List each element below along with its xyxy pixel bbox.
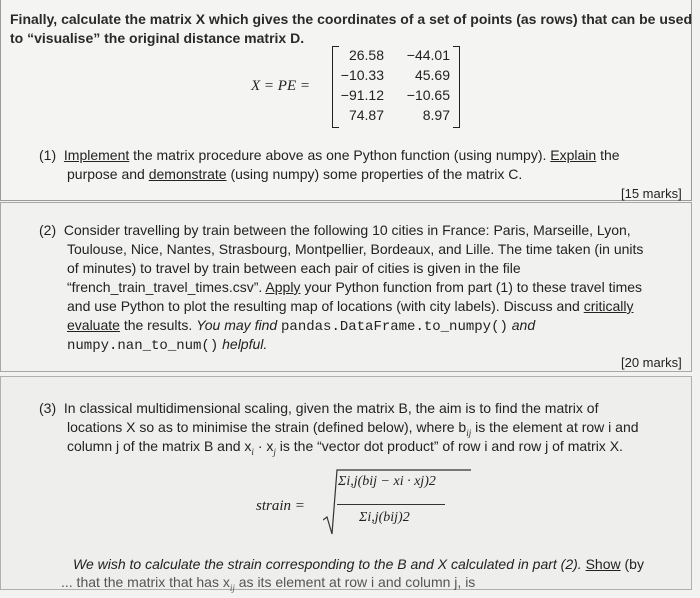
part1-line-2	[67, 165, 522, 184]
part2-line-6	[67, 316, 535, 337]
matrix-cell: 8.97	[422, 107, 450, 123]
part3-show: Show	[585, 556, 621, 572]
code-numpy: numpy.nan_to_num()	[67, 338, 219, 354]
code-pandas: pandas.DataFrame.to_numpy()	[281, 319, 508, 335]
part2-line-7	[67, 335, 267, 356]
strain-denominator: Σi,j(bij)2	[359, 510, 410, 525]
right-bracket	[453, 46, 460, 128]
strain-formula	[323, 468, 473, 544]
part2-apply: Apply	[265, 279, 301, 295]
part2-filename: “french_train_travel_times.csv”.	[67, 279, 266, 295]
part1-line-1	[39, 146, 620, 165]
part1-number: (1)	[39, 147, 57, 163]
part3-text: · x	[253, 438, 274, 454]
part1-implement: Implement	[63, 147, 130, 163]
part3-text: In classical multidimensional scaling, given the matrix B, the aim is to find the matrix of	[63, 400, 599, 416]
part2-critically: critically	[583, 298, 634, 314]
part3-text: as its element at row i and column j, is	[234, 574, 476, 590]
part3-bottom-line	[73, 555, 644, 574]
matrix-cell: 26.58	[348, 47, 384, 63]
part1-explain: Explain	[550, 147, 597, 163]
matrix-equation-lhs: X = PE =	[251, 78, 310, 94]
matrix-cell: −44.01	[406, 47, 450, 63]
fraction-bar	[337, 504, 445, 505]
part3-text: is the element at row i and	[471, 419, 639, 435]
part2-line-3: of minutes) to travel by train between each pair of cities is given in the file	[67, 260, 521, 276]
part3-text: locations X so as to minimise the strain (defined below), where b	[67, 419, 467, 435]
part2-section	[0, 202, 692, 372]
part3-italic: We wish to calculate the strain corresponding to the B and X calculated in part (2).	[73, 556, 586, 572]
part1-marks: [15 marks]	[621, 186, 682, 201]
part3-subscript: ij	[466, 427, 472, 438]
part2-italic: and	[507, 317, 536, 333]
matrix-cell: −10.65	[406, 87, 450, 103]
part2-line-5	[67, 297, 634, 316]
part1-demonstrate: demonstrate	[148, 166, 227, 182]
matrix-cell: −91.12	[340, 87, 384, 103]
part3-text: is the “vector dot product” of row i and row j of matrix X.	[275, 438, 623, 454]
part3-text: ... that the matrix that has x	[61, 574, 230, 590]
part2-text: the results.	[119, 317, 197, 333]
matrix-cell: −10.33	[340, 67, 384, 83]
intro-line-1: Finally, calculate the matrix X which gives the coordinates of a set of points (as rows) that can be used	[10, 11, 693, 27]
part2-text: your Python function from part (1) to these travel times	[300, 279, 643, 295]
matrix-cell: 74.87	[348, 107, 384, 123]
part2-italic: helpful.	[218, 336, 268, 352]
matrix-cell: 45.69	[414, 67, 450, 83]
part2-evaluate: evaluate	[67, 317, 120, 333]
part3-line-1	[39, 399, 598, 418]
part3-line-3: column j of the matrix B and $x_i \cdot x_j$ is the “vector dot product” of row i and row j of matrix X.	[67, 438, 623, 457]
part1-text: the matrix procedure above as one Python function (using numpy).	[129, 147, 551, 163]
part3-number: (3)	[39, 400, 57, 416]
part3-cut-line: ... that the matrix that has $x_{ij}$ as its element at row i and column j, is	[61, 574, 476, 593]
part3-text: (by	[620, 556, 644, 572]
part2-marks: [20 marks]	[621, 355, 682, 370]
strain-numerator: Σi,j(bij − xi · xj)2	[338, 474, 436, 489]
part2-line-2: Toulouse, Nice, Nantes, Strasbourg, Montpellier, Bordeaux, and Lille. The time taken (in units	[67, 241, 644, 257]
part3-text: column j of the matrix B and x	[67, 438, 252, 454]
part2-number: (2)	[39, 222, 57, 238]
part2-line-4	[67, 278, 642, 297]
part1-text: purpose and	[67, 166, 149, 182]
part1-text: (using numpy) some properties of the matrix C.	[226, 166, 523, 182]
matrix-x	[332, 46, 460, 128]
intro-section	[0, 0, 692, 201]
part1-text: the	[596, 147, 620, 163]
part2-italic: You may find	[196, 317, 282, 333]
strain-label: strain =	[256, 498, 305, 514]
part2-text: and use Python to plot the resulting map of locations (with city labels). Discuss and	[67, 298, 584, 314]
part2-line-1	[39, 221, 631, 240]
intro-line-2: to “visualise” the original distance matrix D.	[10, 30, 305, 46]
part2-text: Consider travelling by train between the following 10 cities in France: Paris, Marseille, Lyon,	[63, 222, 631, 238]
